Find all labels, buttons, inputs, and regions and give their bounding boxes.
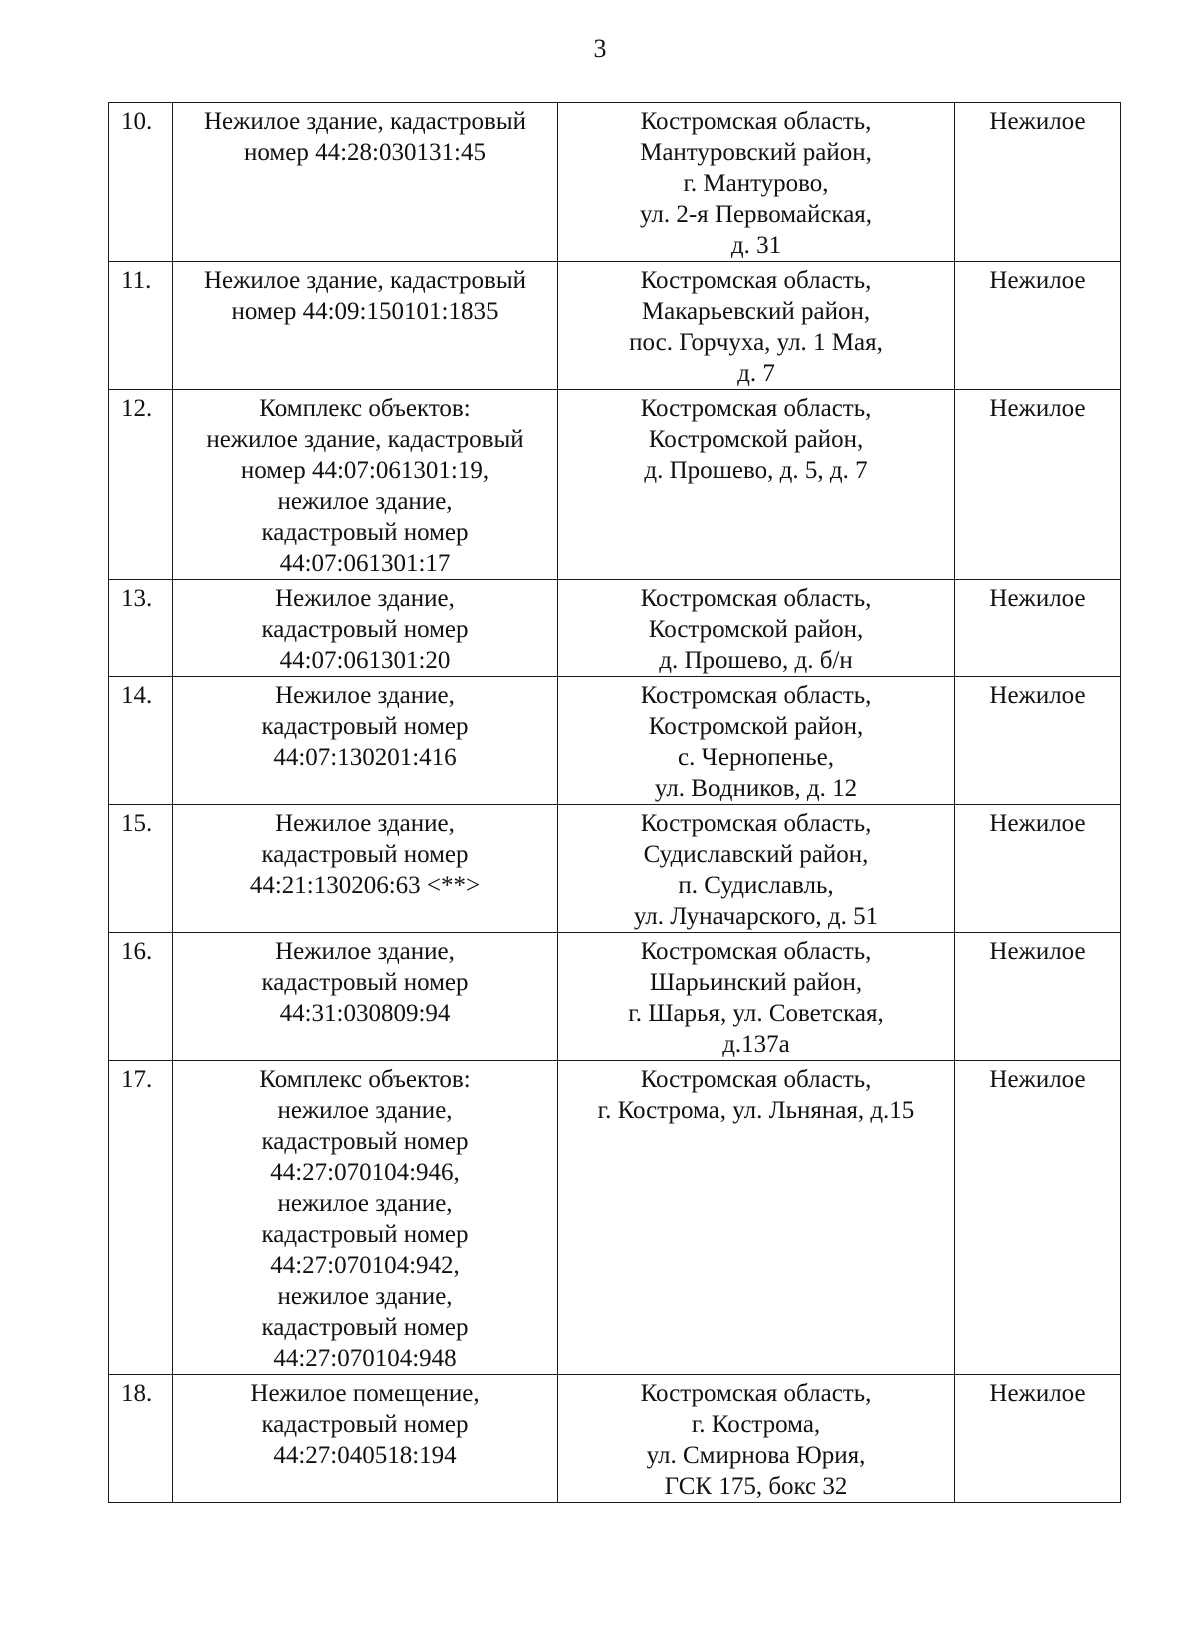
object-description-line: кадастровый номер	[261, 519, 469, 546]
row-number: 10.	[109, 103, 173, 262]
address-line: Судиславский район,	[643, 841, 869, 868]
address-line: Костромская область,	[640, 1066, 872, 1093]
address-line: д. 31	[730, 232, 782, 259]
object-description-line: кадастровый номер	[261, 616, 469, 643]
object-description-line: кадастровый номер	[261, 1128, 469, 1155]
object-description-line: 44:21:130206:63 <**>	[249, 872, 481, 899]
address-line: Костромская область,	[640, 810, 872, 837]
row-number: 17.	[109, 1061, 173, 1375]
table-row	[109, 677, 1121, 805]
address-line: Костромская область,	[640, 395, 872, 422]
row-number: 16.	[109, 933, 173, 1061]
purpose-cell: Нежилое	[955, 103, 1121, 262]
object-description-line: нежилое здание, кадастровый	[206, 426, 524, 453]
object-description-cell	[173, 1375, 558, 1503]
row-number: 13.	[109, 580, 173, 677]
purpose-cell: Нежилое	[955, 262, 1121, 390]
object-description-cell	[173, 677, 558, 805]
address-line: п. Судиславль,	[678, 872, 834, 899]
address-line: д. Прошево, д. б/н	[659, 647, 853, 674]
object-description-line: кадастровый номер	[261, 713, 469, 740]
property-table	[108, 102, 1121, 1503]
address-line: Костромской район,	[648, 426, 864, 453]
object-description-line: 44:27:070104:948	[273, 1345, 457, 1372]
purpose-cell: Нежилое	[955, 677, 1121, 805]
table-row	[109, 262, 1121, 390]
object-description-line: Нежилое здание, кадастровый	[203, 267, 526, 294]
object-description-line: номер 44:07:061301:19,	[240, 457, 490, 484]
table-body	[109, 103, 1121, 1503]
address-cell	[558, 390, 955, 580]
address-line: Шарьинский район,	[649, 969, 863, 996]
address-line: ул. 2-я Первомайская,	[639, 201, 873, 228]
address-line: Костромская область,	[640, 682, 872, 709]
purpose-cell: Нежилое	[955, 805, 1121, 933]
purpose-cell: Нежилое	[955, 580, 1121, 677]
page-number: 3	[593, 34, 607, 63]
address-line: Костромская область,	[640, 1380, 872, 1407]
object-description-line: 44:27:040518:194	[273, 1442, 457, 1469]
object-description-line: кадастровый номер	[261, 1221, 469, 1248]
object-description-line: нежилое здание,	[277, 488, 453, 515]
row-number: 14.	[109, 677, 173, 805]
address-line: г. Кострома, ул. Льняная, д.15	[597, 1097, 915, 1124]
address-line: ГСК 175, бокс 32	[664, 1473, 848, 1500]
object-description-line: Нежилое здание,	[275, 810, 455, 837]
object-description-line: Нежилое здание,	[275, 938, 455, 965]
address-line: ул. Луначарского, д. 51	[633, 903, 879, 930]
table-row	[109, 1061, 1121, 1375]
address-line: г. Шарья, ул. Советская,	[628, 1000, 884, 1027]
address-line: Костромская область,	[640, 585, 872, 612]
purpose-cell: Нежилое	[955, 1375, 1121, 1503]
address-line: Костромская область,	[640, 267, 872, 294]
row-number: 11.	[109, 262, 173, 390]
row-number: 12.	[109, 390, 173, 580]
address-cell	[558, 103, 955, 262]
address-line: г. Кострома,	[691, 1411, 821, 1438]
address-line: Костромская область,	[640, 938, 872, 965]
address-line: д. Прошево, д. 5, д. 7	[644, 457, 868, 484]
row-number: 15.	[109, 805, 173, 933]
object-description-line: нежилое здание,	[277, 1190, 453, 1217]
object-description-line: кадастровый номер	[261, 1411, 469, 1438]
address-cell	[558, 1375, 955, 1503]
address-cell	[558, 1061, 955, 1375]
address-cell	[558, 677, 955, 805]
address-line: Костромской район,	[648, 616, 864, 643]
object-description-line: 44:31:030809:94	[279, 1000, 451, 1027]
table-row	[109, 580, 1121, 677]
object-description-line: Нежилое здание,	[275, 682, 455, 709]
table-row	[109, 1375, 1121, 1503]
object-description-line: нежилое здание,	[277, 1097, 453, 1124]
object-description-cell	[173, 262, 558, 390]
object-description-line: Комплекс объектов:	[259, 395, 471, 422]
object-description-line: 44:07:061301:20	[279, 647, 451, 674]
object-description-line: номер 44:28:030131:45	[244, 139, 486, 166]
address-line: Костромская область,	[640, 108, 872, 135]
table-row	[109, 805, 1121, 933]
purpose-cell: Нежилое	[955, 1061, 1121, 1375]
object-description-line: Комплекс объектов:	[259, 1066, 471, 1093]
object-description-cell	[173, 103, 558, 262]
object-description-cell	[173, 805, 558, 933]
object-description-line: номер 44:09:150101:1835	[231, 298, 499, 325]
address-line: пос. Горчуха, ул. 1 Мая,	[629, 329, 883, 356]
address-line: д.137а	[722, 1031, 790, 1058]
row-number: 18.	[109, 1375, 173, 1503]
address-line: с. Чернопенье,	[678, 744, 834, 771]
address-line: Мантуровский район,	[640, 139, 872, 166]
table-row	[109, 933, 1121, 1061]
address-cell	[558, 580, 955, 677]
address-line: г. Мантурово,	[683, 170, 829, 197]
object-description-cell	[173, 390, 558, 580]
address-line: д. 7	[737, 360, 775, 387]
object-description-line: кадастровый номер	[261, 841, 469, 868]
object-description-line: 44:27:070104:946,	[270, 1159, 460, 1186]
address-line: Макарьевский район,	[641, 298, 871, 325]
object-description-cell	[173, 933, 558, 1061]
object-description-line: 44:07:061301:17	[279, 550, 451, 577]
address-cell	[558, 933, 955, 1061]
address-line: ул. Водников, д. 12	[654, 775, 858, 802]
address-cell	[558, 262, 955, 390]
object-description-cell	[173, 1061, 558, 1375]
object-description-line: 44:07:130201:416	[273, 744, 457, 771]
table-row	[109, 103, 1121, 262]
purpose-cell: Нежилое	[955, 390, 1121, 580]
object-description-line: Нежилое здание,	[275, 585, 455, 612]
object-description-line: Нежилое помещение,	[250, 1380, 480, 1407]
object-description-cell	[173, 580, 558, 677]
object-description-line: 44:27:070104:942,	[270, 1252, 460, 1279]
object-description-line: Нежилое здание, кадастровый	[203, 108, 526, 135]
object-description-line: кадастровый номер	[261, 969, 469, 996]
table-row	[109, 390, 1121, 580]
address-line: ул. Смирнова Юрия,	[646, 1442, 866, 1469]
address-cell	[558, 805, 955, 933]
object-description-line: кадастровый номер	[261, 1314, 469, 1341]
address-line: Костромской район,	[648, 713, 864, 740]
object-description-line: нежилое здание,	[277, 1283, 453, 1310]
purpose-cell: Нежилое	[955, 933, 1121, 1061]
